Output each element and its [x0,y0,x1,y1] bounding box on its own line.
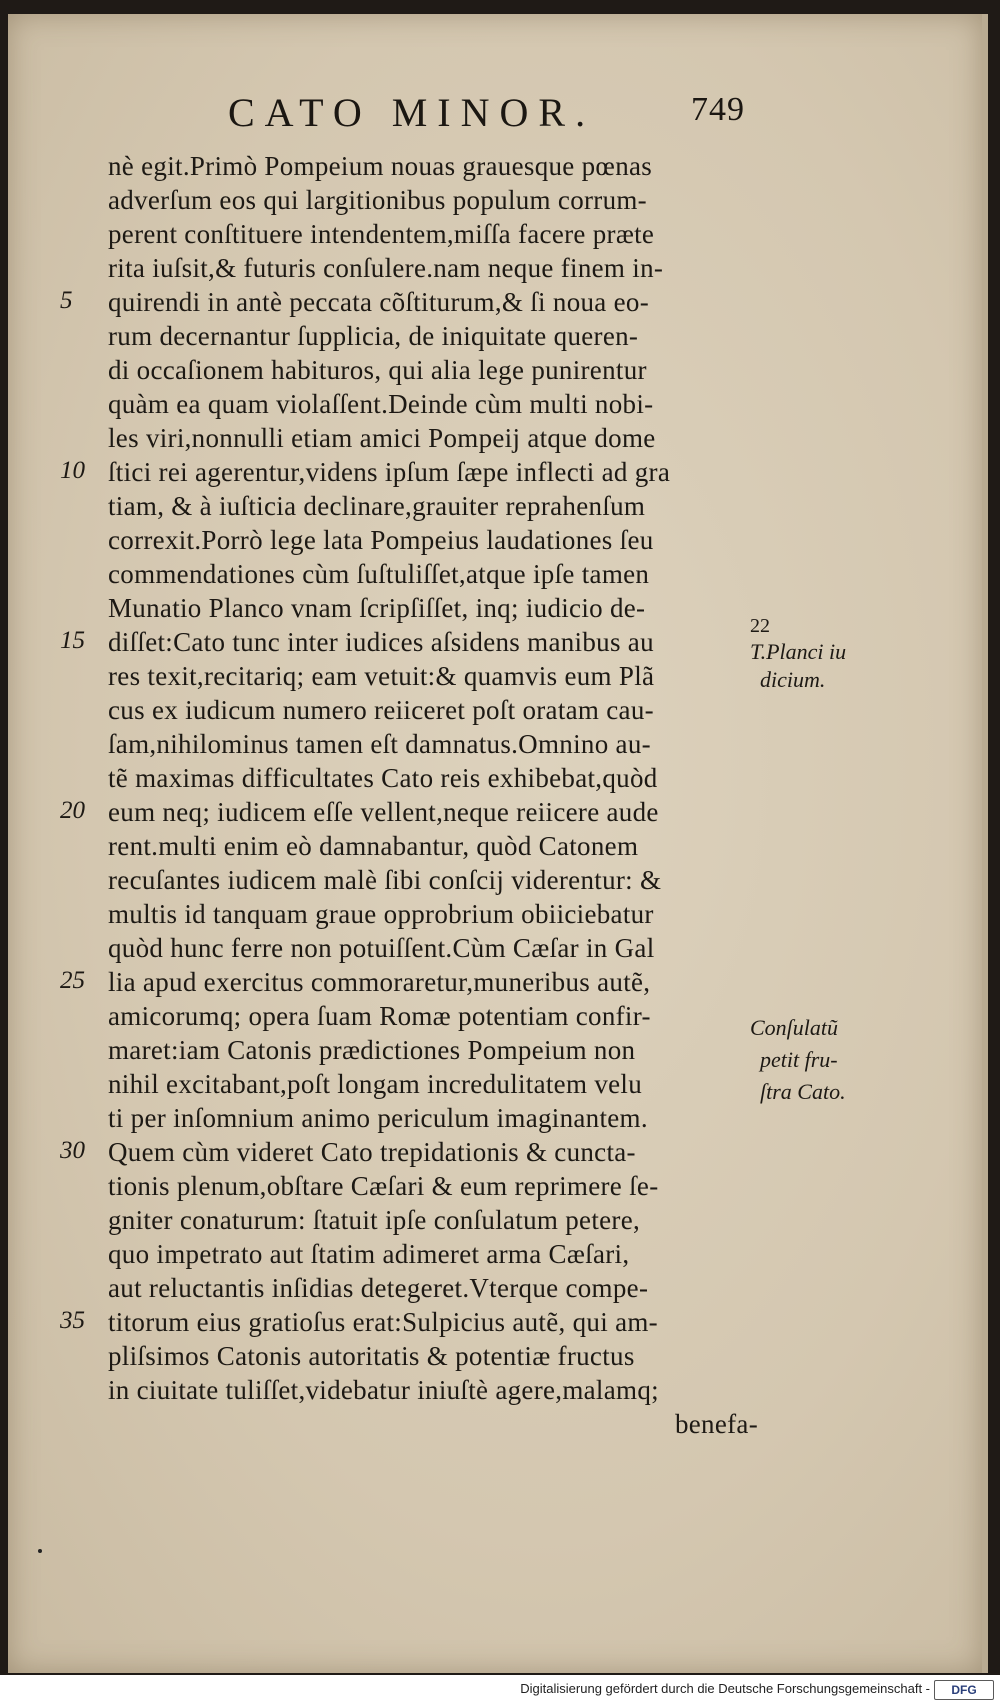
marginal-note-planci-line2: dicium. [760,667,826,692]
text-line: Quem cùm videret Cato trepidationis & cuncta- [108,1137,636,1167]
running-title: CATO MINOR. [228,90,596,135]
text-line: commendationes cùm ſuſtuliſſet,atque ipſe tamen [108,559,650,589]
text-line: rum decernantur ſupplicia, de iniquitate queren- [108,321,639,351]
marginal-note-consulatum-line3: ſtra Cato. [760,1079,846,1104]
text-line: eum neq; iudicem eſſe vellent,neque reiicere aude [108,797,659,827]
text-line: quo impetrato aut ſtatim adimeret arma Cæſari, [108,1239,630,1269]
text-line: tionis plenum,obſtare Cæſari & eum reprimere ſe- [108,1171,659,1201]
ink-speck [38,1549,42,1553]
text-line: les viri,nonnulli etiam amici Pompeij atque dome [108,423,656,453]
page-number: 749 [691,91,745,128]
line-number: 5 [60,287,73,314]
marginal-note-consulatum-line1: Conſulatũ [750,1015,839,1040]
line-number: 30 [60,1137,85,1164]
book-page [8,14,988,1673]
text-line: recuſantes iudicem malè ſibi conſcij viderentur: & [108,865,662,895]
text-line: in ciuitate tuliſſet,videbatur iniuſtè agere,malamq; [108,1375,659,1405]
text-line: gniter conaturum: ſtatuit ipſe conſulatum petere, [108,1205,641,1235]
text-line: benefa- [674,1409,758,1439]
footer-bar [0,1675,1000,1703]
text-line: ſtici rei agerentur,videns ipſum ſæpe inflecti ad gra [108,457,671,487]
text-line: pliſsimos Catonis autoritatis & potentiæ fructus [108,1341,635,1371]
text-line: tiam, & à iuſticia declinare,grauiter reprahenſum [108,491,646,521]
text-line: ti per inſomnium animo periculum imaginantem. [108,1103,648,1133]
dfg-logo: DFG [934,1680,994,1700]
line-number: 25 [60,967,85,994]
text-line: maret:iam Catonis prædictiones Pompeium non [108,1035,636,1065]
text-line: ſam,nihilominus tamen eſt damnatus.Omnino au- [108,729,651,759]
page-header [8,89,982,139]
text-line: tẽ maximas difficultates Cato reis exhibebat,quòd [108,763,658,793]
text-line: Munatio Planco vnam ſcripſiſſet, inq; iudicio de- [108,593,646,623]
line-number: 10 [60,457,85,484]
text-line: amicorumq; opera ſuam Romæ potentiam confir- [108,1001,651,1031]
line-number: 20 [60,797,85,824]
text-line: res texit,recitariq; eam vetuit:& quamvis eum Plã [108,661,655,691]
text-line: titorum eius gratioſus erat:Sulpicius autẽ, qui am- [108,1307,658,1337]
marginal-note-planci-line1: T.Planci iu [750,639,847,664]
text-line: quàm ea quam violaſſent.Deinde cùm multi nobi- [108,389,654,419]
line-number: 35 [60,1307,85,1334]
text-line: nihil excitabant,poſt longam incredulitatem velu [108,1069,643,1099]
text-line: aut reluctantis inſidias detegeret.Vterque compe- [108,1273,649,1303]
text-line: multis id tanquam graue opprobrium obiiciebatur [108,899,654,929]
text-line: cus ex iudicum numero reiiceret poſt oratam cau- [108,695,654,725]
text-line: di occaſionem habituros, qui alia lege punirentur [108,355,647,385]
text-line: correxit.Porrò lege lata Pompeius laudationes ſeu [108,525,654,555]
text-line: adverſum eos qui largitionibus populum corrum- [108,185,647,215]
text-line: perent conſtituere intendentem,miſſa facere præte [108,219,655,249]
text-line: diſſet:Cato tunc inter iudices aſsidens manibus au [108,627,654,657]
text-line: rita iuſsit,& futuris conſulere.nam neque finem in- [108,253,664,283]
marginal-note-consulatum-line2: petit fru- [760,1047,838,1072]
text-line: nè egit.Primò Pompeium nouas grauesque pœnas [108,151,653,181]
line-number: 15 [60,627,85,654]
text-line: rent.multi enim eò damnabantur, quòd Catonem [108,831,639,861]
text-line: lia apud exercitus commoraretur,muneribus autẽ, [108,967,651,997]
digitization-credit: Digitalisierung gefördert durch die Deutsche Forschungsgemeinschaft - [520,1681,930,1696]
marginal-note-number: 22 [750,615,770,637]
text-line: quòd hunc ferre non potuiſſent.Cùm Cæſar in Gal [108,933,655,963]
text-line: quirendi in antè peccata cõſtiturum,& ſi noua eo- [108,287,650,317]
